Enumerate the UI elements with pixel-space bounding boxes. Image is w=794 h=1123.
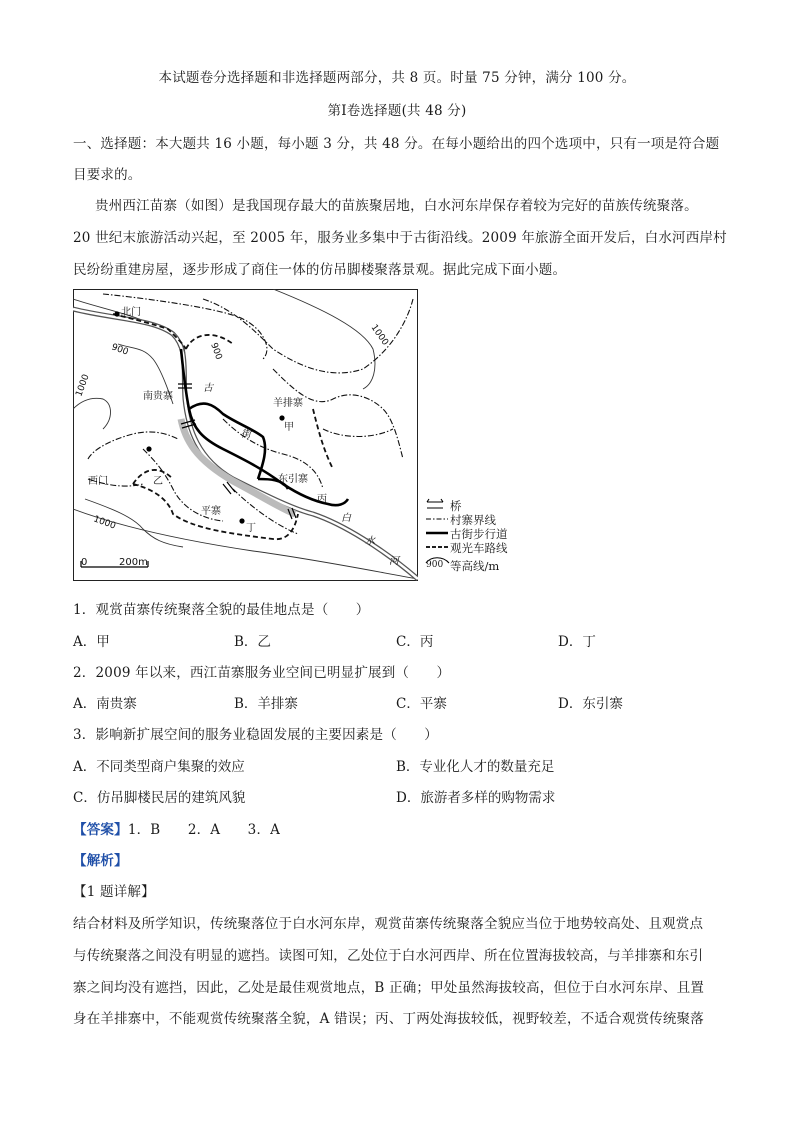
q1-option-d[interactable]: D．丁 [558,634,596,650]
legend-bridge-icon [427,499,443,508]
legend-sightseeing: 观光车路线 [450,541,508,555]
material-line3: 民纷纷重建房屋，逐步形成了商住一体的仿吊脚楼聚落景观。据此完成下面小题。 [73,262,567,278]
q1-option-a[interactable]: A．甲 [73,634,110,650]
label-bing: 丙 [317,494,327,505]
legend-street: 古街步行道 [450,527,508,541]
contour-1000-b: 1000 [74,373,92,399]
legend-boundary: 村寨界线 [450,513,496,527]
label-river-he: 河 [389,556,399,567]
question-3-stem: 3．影响新扩展空间的服务业稳固发展的主要因素是（ ） [73,727,438,743]
answer-label: 【答案】 [73,822,128,838]
label-river-shui: 水 [365,536,375,547]
q3-option-c[interactable]: C．仿吊脚楼民居的建筑风貌 [73,790,246,806]
q2-option-b[interactable]: B．羊排寨 [234,696,298,712]
label-street-jie: 街 [241,429,251,440]
section-instructions-line1: 一、选择题：本大题共 16 小题，每小题 3 分，共 48 分。在每小题给出的四个选项中，只有一项是符合题 [73,136,720,152]
contour-900-b: 900 [208,341,224,362]
q3-option-a[interactable]: A．不同类型商户集聚的效应 [73,759,245,775]
scale-distance: 200m [119,557,148,568]
contour-1000-a: 1000 [368,322,390,348]
q3-option-d[interactable]: D．旅游者多样的购物需求 [396,790,556,806]
question-2-stem: 2．2009 年以来，西江苗寨服务业空间已明显扩展到（ ） [73,665,451,681]
analysis-line-4: 身在羊排寨中，不能观赏传统聚落全貌，A 错误；丙、丁两处海拔较低，视野较差，不适合观赏传统聚落 [73,1011,704,1027]
legend-contour-value: 900 [426,560,444,570]
label-street-gu: 古 [203,383,213,394]
exam-intro: 本试题卷分选择题和非选择题两部分，共 8 页。时量 75 分钟，满分 100 分。 [158,70,636,86]
answer-line [73,818,280,838]
analysis-line-3: 寨之间均没有遮挡，因此，乙处是最佳观赏地点，B 正确；甲处虽然海拔较高，但位于白水河东岸、且置 [73,980,705,996]
analysis-label: 【解析】 [73,853,128,869]
question-1-stem: 1．观赏苗寨传统聚落全貌的最佳地点是（ ） [73,602,370,618]
xijiang-map [73,289,418,581]
q2-option-a[interactable]: A．南贵寨 [73,696,137,712]
material-line2: 20 世纪末旅游活动兴起，至 2005 年，服务业多集中于古街沿线。2009 年旅游全面开发后，白水河西岸村 [73,230,727,246]
contour-900-a: 900 [109,342,130,358]
q1-option-b[interactable]: B．乙 [234,634,271,650]
q2-option-c[interactable]: C．平寨 [396,696,447,712]
section-instructions-line2: 目要求的。 [73,167,142,183]
label-dongyin-village: 东引寨 [278,474,308,485]
label-north-gate: 北门 [121,307,141,318]
label-river-bai: 白 [341,513,351,524]
q1-option-c[interactable]: C．丙 [396,634,434,650]
material-line1: 贵州西江苗寨（如图）是我国现存最大的苗族聚居地，白水河东岸保存着较为完好的苗族传统聚落。 [95,198,698,214]
label-ding: 丁 [246,523,256,534]
legend-contour: 等高线/m [450,559,500,573]
q2-option-d[interactable]: D．东引寨 [558,696,623,712]
label-nangui-village: 南贵寨 [143,391,173,402]
label-yi: 乙 [153,476,163,487]
label-yangpai-village: 羊排寨 [273,398,303,409]
analysis-line-1: 结合材料及所学知识，传统聚落位于白水河东岸，观赏苗寨传统聚落全貌应当位于地势较高处、且观赏点 [73,916,704,932]
scale-zero: 0 [81,557,88,568]
legend-bridge: 桥 [450,499,462,513]
analysis-line-2: 与传统聚落之间没有明显的遮挡。读图可知，乙处位于白水河西岸、所在位置海拔较高，与羊排寨和东引 [73,948,704,964]
answer-text: 1．B 2．A 3．A [127,822,281,838]
label-jia: 甲 [284,422,294,433]
analysis-detail-label: 【1 题详解】 [73,884,155,900]
contour-1000-c: 1000 [91,514,117,532]
label-west-gate: 西门 [88,476,108,487]
volume-title: 第Ⅰ卷选择题(共 48 分) [327,103,467,119]
q3-option-b[interactable]: B．专业化人才的数量充足 [396,759,555,775]
label-pingzhai: 平寨 [201,506,221,517]
